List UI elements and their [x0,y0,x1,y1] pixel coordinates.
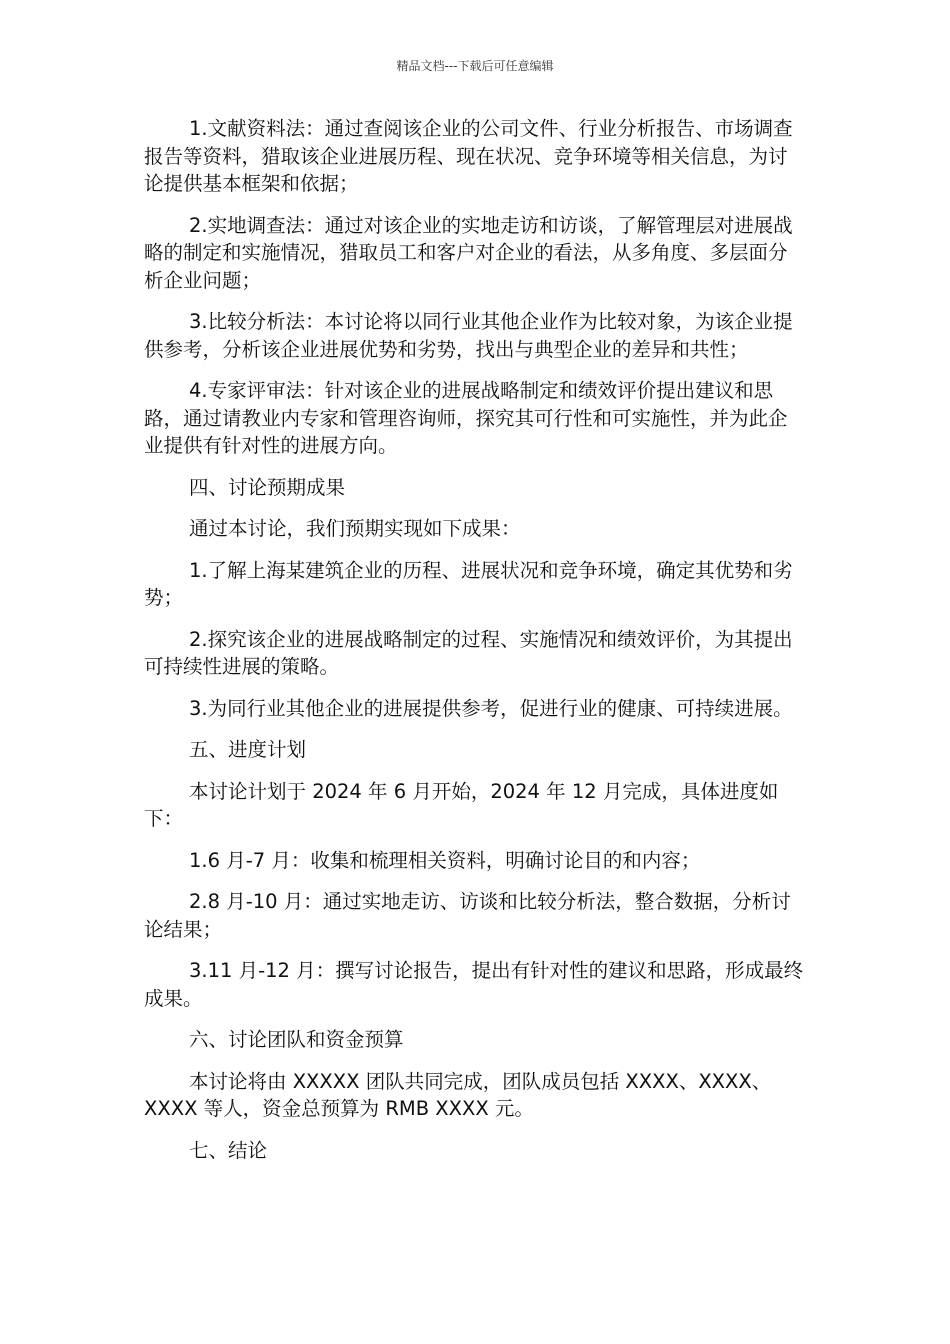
paragraph-team-budget: 本讨论将由 XXXXX 团队共同完成，团队成员包括 XXXX、XXXX、XXXX 等人，资金总预算为 RMB XXXX 元。 [144,1069,772,1120]
section-heading-expected-results: 四、讨论预期成果 [189,475,346,499]
paragraph-method-comparison: 3.比较分析法：本讨论将以同行业其他企业作为比较对象，为该企业提供参考，分析该企业进展优势和劣势，找出与典型企业的差异和共性； [144,310,793,361]
paragraph-schedule-intro: 本讨论计划于 2024 年 6 月开始，2024 年 12 月完成，具体进度如下： [144,779,779,830]
paragraph-method-field-survey: 2.实地调查法：通过对该企业的实地走访和访谈，了解管理层对进展战略的制定和实施情况，猎取员工和客户对企业的看法，从多角度、多层面分析企业问题； [144,213,793,292]
paragraph-schedule-2: 2.8 月-10 月：通过实地走访、访谈和比较分析法，整合数据，分析讨论结果； [144,890,791,941]
paragraph-schedule-3: 3.11 月-12 月：撰写讨论报告，提出有针对性的建议和思路，形成最终成果。 [144,959,804,1010]
paragraph-method-literature: 1.文献资料法：通过查阅该企业的公司文件、行业分析报告、市场调查报告等资料，猎取该企业进展历程、现在状况、竞争环境等相关信息，为讨论提供基本框架和依据； [144,117,793,195]
section-heading-conclusion: 七、结论 [189,1138,268,1162]
paragraph-expected-2: 2.探究该企业的进展战略制定的过程、实施情况和绩效评价，为其提出可持续性进展的策略。 [144,627,793,678]
paragraph-schedule-1: 1.6 月-7 月：收集和梳理相关资料，明确讨论目的和内容； [189,848,701,872]
paragraph-expected-1: 1.了解上海某建筑企业的历程、进展状况和竞争环境，确定其优势和劣势； [144,558,793,609]
section-heading-schedule: 五、进度计划 [189,738,307,761]
section-heading-team-budget: 六、讨论团队和资金预算 [189,1028,404,1051]
paragraph-expected-3: 3.为同行业其他企业的进展提供参考，促进行业的健康、可持续进展。 [189,696,793,720]
paragraph-method-expert-review: 4.专家评审法：针对该企业的进展战略制定和绩效评价提出建议和思路，通过请教业内专家和管理咨询师，探究其可行性和可实施性，并为此企业提供有针对性的进展方向。 [144,379,788,457]
page-header: 精品文档---下载后可任意编辑 [396,59,554,73]
paragraph-expected-intro: 通过本讨论，我们预期实现如下成果： [189,517,521,540]
document-body [144,115,804,1178]
